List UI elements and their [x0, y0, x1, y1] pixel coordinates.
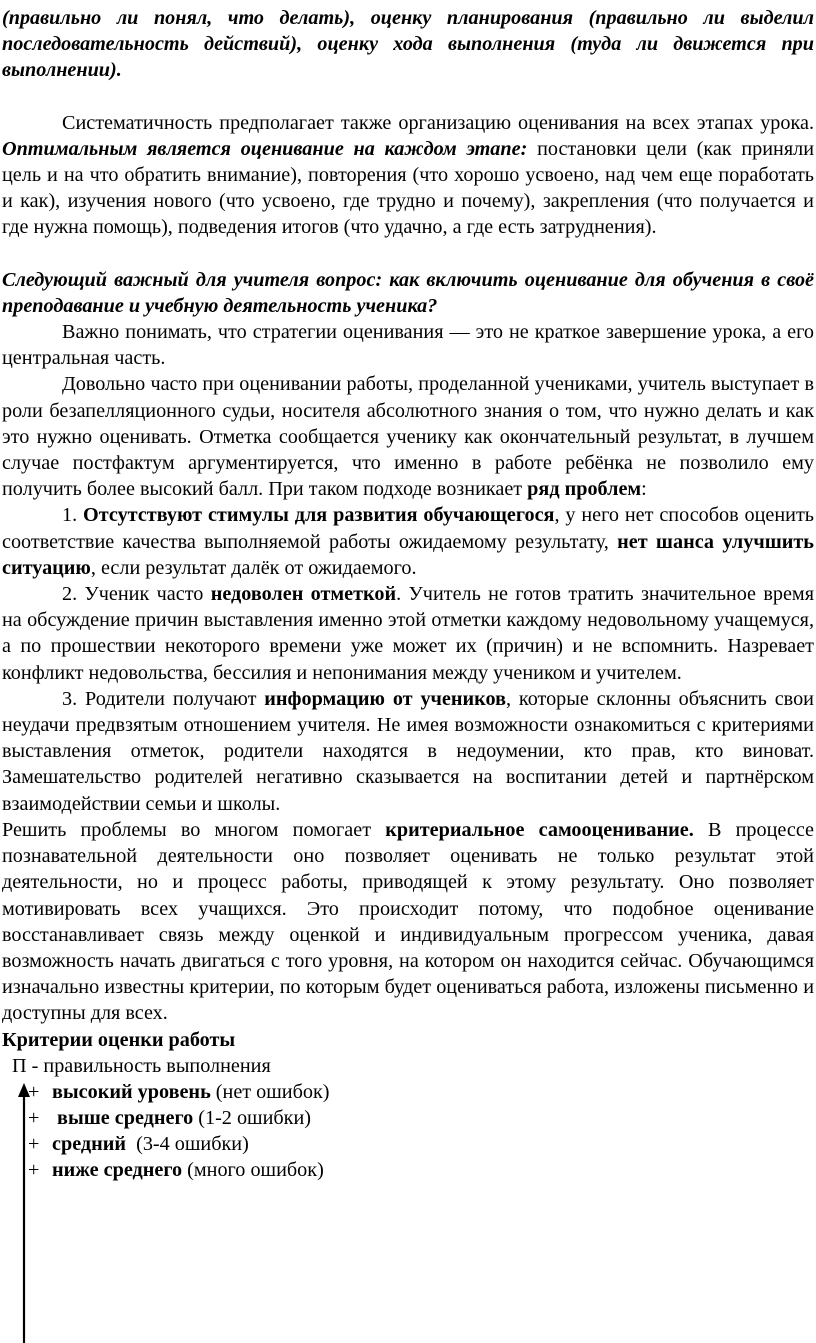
plus-sign: +: [28, 1133, 40, 1156]
criteria-level: выше среднего: [52, 1107, 194, 1130]
criteria-title: Критерии оценки работы: [2, 1028, 236, 1051]
criteria-item-high: [28, 1079, 814, 1105]
criteria-level: ниже среднего: [52, 1159, 183, 1182]
bold-text: критериальное самооценивание.: [385, 818, 694, 841]
bold-text: ряд проблем: [527, 478, 642, 501]
text: . Учитель не готов тратить значительное время на обсуждение причин выставления именно этой отметки каждому недовольному учащемуся, а по прошествии некоторого времени уже может их (причин) и не вспомнить. Назревает конфликт недовольства, бессилия и непонимания между учеником и учителем.: [2, 583, 814, 684]
emphasis-text: Оптимальным является оценивание на каждом этапе:: [2, 137, 528, 160]
text: Важно понимать, что стратегии оценивания — это не краткое завершение урока, а его центральная часть.: [2, 321, 814, 370]
problem-item-1: [2, 502, 814, 581]
text: , у него нет способов оценить соответствие качества выполняемой работы ожидаемому результату,: [2, 504, 815, 553]
problem-item-2: [2, 581, 814, 686]
text: 3. Родители получают: [62, 687, 265, 710]
text: 1.: [62, 504, 84, 527]
text: постановки цели (как приняли цель и на что обратить внимание), повторения (что хорошо усвоено, над чем еще поработать и как), изучения нового (что усвоено, где трудно и почему), закрепления (что получается и где нужна помощь), подведения итогов (что удачно, а где есть затруднения).: [2, 137, 814, 239]
criteria-list: [2, 1079, 814, 1184]
bold-text: информацию от учеников: [264, 687, 506, 710]
criteria-note: (1-2 ошибки): [193, 1107, 311, 1130]
criteria-level: средний: [52, 1133, 126, 1156]
criteria-item-average: [28, 1131, 814, 1157]
paragraph-intro: [2, 5, 814, 84]
paragraph-important: [2, 319, 814, 371]
paragraph-self-assessment: [2, 817, 814, 1027]
bold-text: нет шанса улучшить ситуацию: [2, 530, 814, 579]
criteria-note: (много ошибок): [182, 1159, 324, 1182]
text: (правильно ли понял, что делать), оценку планирования (правильно ли выделил последовательность действий), оценку хода выполнения (туда ли движется при выполнении).: [2, 7, 814, 82]
criteria-level: высокий уровень: [52, 1080, 211, 1103]
text: Решить проблемы во многом помогает: [2, 818, 386, 841]
paragraph-systematic: [2, 110, 814, 241]
criteria-item-below-average: [28, 1157, 814, 1183]
criteria-item-above-average: [28, 1105, 814, 1131]
criteria-note: (3-4 ошибки): [126, 1133, 249, 1156]
text: Следующий важный для учителя вопрос: как включить оценивание для обучения в своё преподавание и учебную деятельность ученика?: [2, 268, 814, 317]
up-arrow-icon: [16, 1083, 32, 1343]
bold-text: недоволен отметкой: [210, 583, 397, 606]
text: :: [641, 478, 647, 501]
text: Довольно часто при оценивании работы, проделанной учениками, учитель выступает в роли безапелляционного судьи, носителя абсолютного знания о том, что нужно делать и как это нужно оценивать. Отметка сообщается ученику как окончательный результат, в лучшем случае постфактум аргументируется, что именно в работе ребёнка не позволило ему получить более высокий балл. При таком подходе возникает: [2, 373, 814, 501]
problem-item-3: [2, 686, 814, 817]
paragraph-teacher-role: [2, 371, 814, 502]
plus-sign: +: [28, 1080, 40, 1103]
criteria-block: [2, 1053, 814, 1184]
plus-sign: +: [28, 1107, 40, 1130]
text: 2. Ученик часто: [62, 583, 211, 606]
bold-text: Отсутствуют стимулы для развития обучающегося: [83, 504, 555, 527]
criteria-head: П - правильность выполнения: [12, 1054, 271, 1077]
text: Систематичность предполагает также организацию оценивания на всех этапах урока.: [62, 111, 814, 134]
text: , которые склонны объяснить свои неудачи предвзятым отношением учителя. Не имея возможности ознакомиться с критериями выставления отметок, родители находятся в недоумении, кто прав, кто виноват. Замешательство родителей негативно сказывается на воспитании детей и партнёрском взаимодействии семьи и школы.: [2, 687, 814, 815]
text: В процессе познавательной деятельности оно позволяет оценивать не только результат этой деятельности, но и процесс работы, приводящей к этому результату. Оно позволяет мотивировать всех учащихся. Это происходит потому, что подобное оценивание восстанавливает связь между оценкой и индивидуальным прогрессом ученика, давая возможность начать двигаться с того уровня, на котором он находится сейчас. Обучающимся изначально известны критерии, по которым будет оцениваться работа, изложены письменно и доступны для всех.: [2, 818, 814, 1025]
criteria-note: (нет ошибок): [210, 1080, 330, 1103]
plus-sign: +: [28, 1159, 40, 1182]
text: , если результат далёк от ожидаемого.: [90, 556, 417, 579]
question-heading: [2, 267, 814, 319]
